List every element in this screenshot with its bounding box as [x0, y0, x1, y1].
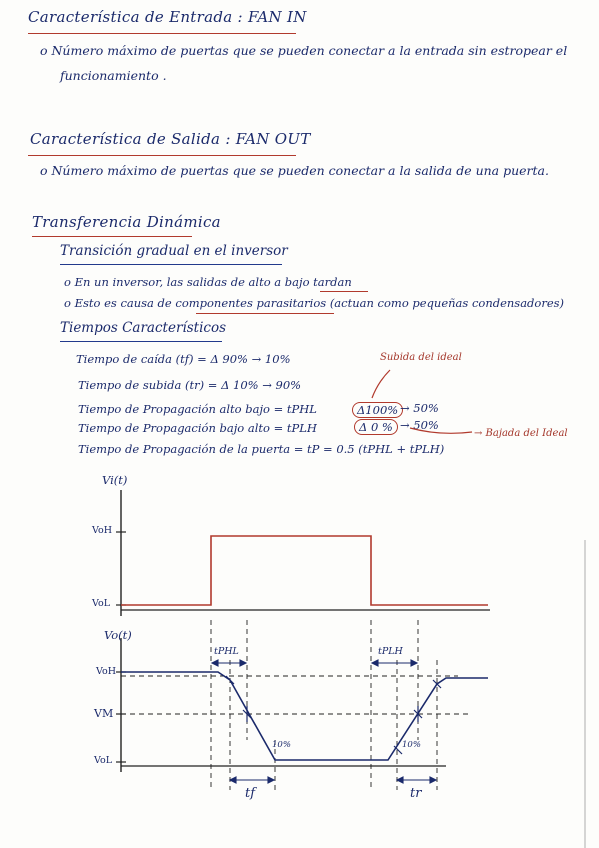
tf-arrowhead-right — [268, 777, 274, 783]
tr-label: tr — [410, 786, 422, 801]
time-plh: Tiempo de Propagación bajo alto = tPLH — [78, 421, 317, 435]
time-prop: Tiempo de Propagación de la puerta = tP = 0.5 (tPHL + tPLH) — [78, 442, 445, 456]
top-voh-label: VoH — [92, 525, 112, 536]
transfer-bullet2: o Esto es causa de componentes parasitarios (actuan como pequeñas condensadores) — [64, 296, 565, 310]
note-bajada: → Bajada del Ideal — [474, 428, 568, 439]
input-pulse — [121, 536, 488, 605]
fan-out-title: Característica de Salida : FAN OUT — [30, 130, 311, 148]
tphl-label: tPHL — [214, 646, 239, 657]
time-fall: Tiempo de caída (tf) = Δ 90% → 10% — [76, 352, 291, 366]
tplh-arrowhead-left — [372, 660, 378, 666]
note-subida: Subida del ideal — [380, 352, 462, 363]
tr-arrowhead-right — [430, 777, 436, 783]
time-rise: Tiempo de subida (tr) = Δ 10% → 90% — [78, 378, 302, 392]
top-axis-label: Vi(t) — [102, 473, 128, 487]
subida-arrow — [372, 370, 390, 398]
fan-in-bullet-line2: funcionamiento . — [60, 68, 167, 83]
tphl-arrowhead-left — [212, 660, 218, 666]
bottom-vol-label: VoL — [94, 755, 113, 766]
tplh-label: tPLH — [378, 646, 403, 657]
times-title: Tiempos Característicos — [60, 320, 227, 336]
box-delta100-target: → 50% — [400, 401, 439, 415]
transfer-subtitle: Transición gradual en el inversor — [60, 243, 288, 259]
tphl-arrowhead-right — [240, 660, 246, 666]
fan-in-title: Característica de Entrada : FAN IN — [28, 8, 307, 26]
box-delta100: Δ100% — [352, 402, 403, 418]
transfer-bullet1: o En un inversor, las salidas de alto a bajo tardan — [64, 275, 352, 289]
time-phl: Tiempo de Propagación alto bajo = tPHL — [78, 402, 317, 416]
transfer-title: Transferencia Dinámica — [32, 213, 221, 231]
bottom-voh-label: VoH — [96, 666, 116, 677]
pct-right-label: 10% — [402, 740, 421, 750]
pct-left-label: 10% — [272, 740, 291, 750]
bajada-arrow — [410, 428, 472, 433]
output-waveform — [121, 672, 488, 760]
fan-in-bullet-line1: o Número máximo de puertas que se pueden conectar a la entrada sin estropear el — [40, 43, 568, 58]
bottom-axis-label: Vo(t) — [104, 628, 132, 642]
tr-arrowhead-left — [397, 777, 403, 783]
tf-label: tf — [245, 786, 256, 801]
tf-arrowhead-left — [230, 777, 236, 783]
top-vol-label: VoL — [92, 598, 111, 609]
box-delta0: Δ 0 % — [354, 419, 398, 435]
box-delta0-target: → 50% — [400, 418, 439, 432]
bottom-vm-label: VM — [94, 707, 114, 720]
fan-out-bullet: o Número máximo de puertas que se pueden conectar a la salida de una puerta. — [40, 163, 549, 178]
tplh-arrowhead-right — [411, 660, 417, 666]
